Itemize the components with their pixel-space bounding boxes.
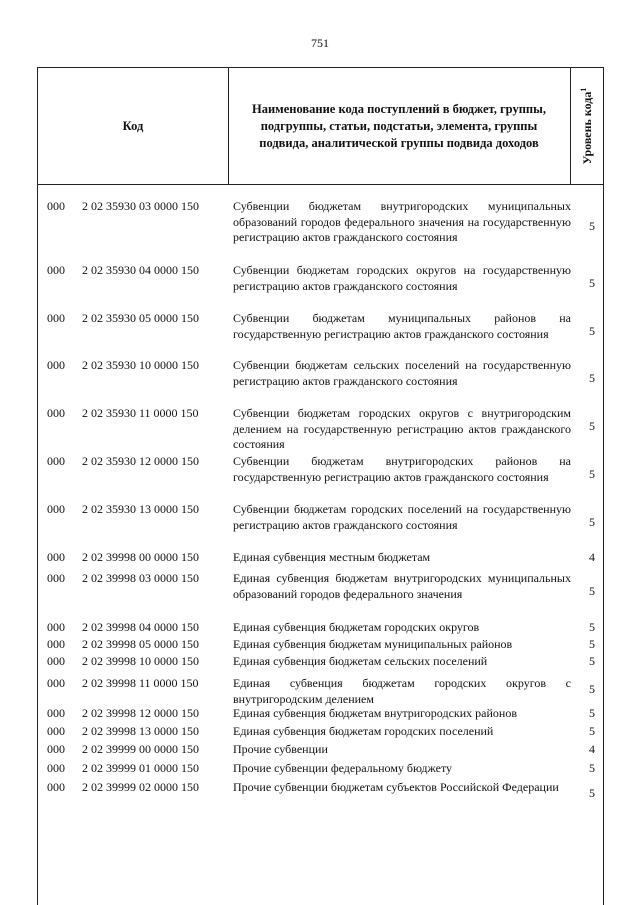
row-budget-code: 2 02 39998 11 0000 150 [82,676,199,690]
row-budget-code: 2 02 35930 05 0000 150 [82,311,199,325]
row-admin-code: 000 [47,706,65,720]
row-name: Прочие субвенции [233,742,328,756]
row-budget-code: 2 02 39999 00 0000 150 [82,742,199,756]
row-level: 5 [589,654,595,668]
row-budget-code: 2 02 39998 10 0000 150 [82,654,199,668]
row-level: 5 [589,419,595,433]
row-budget-code: 2 02 39998 03 0000 150 [82,571,199,585]
row-admin-code: 000 [47,406,65,420]
row-budget-code: 2 02 35930 11 0000 150 [82,406,199,420]
row-admin-code: 000 [47,761,65,775]
row-name: Единая субвенция бюджетам городских округов с внутригородским делением [233,676,571,706]
row-admin-code: 000 [47,571,65,585]
row-budget-code: 2 02 35930 13 0000 150 [82,502,199,516]
row-budget-code: 2 02 39998 00 0000 150 [82,550,199,564]
row-budget-code: 2 02 39999 01 0000 150 [82,761,199,775]
row-name: Единая субвенция бюджетам сельских поселений [233,654,488,668]
row-name: Субвенции бюджетам городских округов с внутригородским делением на государственную регистрацию актов гражданского состояния [233,406,571,451]
row-budget-code: 2 02 35930 03 0000 150 [82,199,199,213]
row-level: 4 [589,550,595,564]
header-code: Код [38,68,229,184]
row-admin-code: 000 [47,502,65,516]
row-name: Субвенции бюджетам городских округов на государственную регистрацию актов гражданского состояния [233,263,571,293]
row-admin-code: 000 [47,311,65,325]
row-name: Единая субвенция бюджетам муниципальных районов [233,637,513,651]
row-budget-code: 2 02 35930 12 0000 150 [82,454,199,468]
row-name: Субвенции бюджетам сельских поселений на государственную регистрацию актов гражданского состояния [233,358,571,388]
row-admin-code: 000 [47,676,65,690]
row-budget-code: 2 02 39998 13 0000 150 [82,724,199,738]
header-level-footnote: 1 [579,87,588,92]
row-level: 5 [589,324,595,338]
row-level: 5 [589,584,595,598]
row-admin-code: 000 [47,358,65,372]
row-budget-code: 2 02 39999 02 0000 150 [82,780,199,794]
row-level: 5 [589,467,595,481]
row-budget-code: 2 02 35930 04 0000 150 [82,263,199,277]
row-level: 5 [589,724,595,738]
row-budget-code: 2 02 35930 10 0000 150 [82,358,199,372]
row-level: 5 [589,371,595,385]
row-name: Единая субвенция местным бюджетам [233,550,431,564]
row-level: 5 [589,706,595,720]
row-admin-code: 000 [47,550,65,564]
row-name: Субвенции бюджетам внутригородских районов на государственную регистрацию актов гражданского состояния [233,454,571,484]
header-level-label: Уровень кода [580,91,594,165]
row-name: Единая субвенция бюджетам внутригородских районов [233,706,517,720]
row-name: Субвенции бюджетам муниципальных районов на государственную регистрацию актов гражданского состояния [233,311,571,341]
row-level: 5 [589,786,595,800]
row-admin-code: 000 [47,620,65,634]
row-budget-code: 2 02 39998 05 0000 150 [82,637,199,651]
row-admin-code: 000 [47,654,65,668]
row-level: 5 [589,515,595,529]
row-name: Субвенции бюджетам городских поселений на государственную регистрацию актов гражданского состояния [233,502,571,532]
row-admin-code: 000 [47,199,65,213]
row-level: 4 [589,742,595,756]
row-name: Единая субвенция бюджетам городских округов [233,620,480,634]
row-level: 5 [589,276,595,290]
row-admin-code: 000 [47,263,65,277]
row-level: 5 [589,620,595,634]
row-budget-code: 2 02 39998 12 0000 150 [82,706,199,720]
row-level: 5 [589,682,595,696]
row-name: Единая субвенция бюджетам городских поселений [233,724,494,738]
row-name: Субвенции бюджетам внутригородских муниципальных образований городов федерального значения на государственную регистрацию актов гражданского состояния [233,199,571,244]
header-name: Наименование кода поступлений в бюджет, группы, подгруппы, статьи, подстатьи, элемента, группы подвида, аналитической группы подвида доходов [228,68,571,184]
row-admin-code: 000 [47,724,65,738]
row-level: 5 [589,219,595,233]
page-number: 751 [311,36,329,50]
row-level: 5 [589,637,595,651]
row-admin-code: 000 [47,637,65,651]
row-name: Прочие субвенции бюджетам субъектов Российской Федерации [233,780,559,794]
row-admin-code: 000 [47,780,65,794]
row-name: Единая субвенция бюджетам внутригородских муниципальных образований городов федерального значения [233,571,571,601]
row-name: Прочие субвенции федеральному бюджету [233,761,453,775]
row-level: 5 [589,761,595,775]
row-admin-code: 000 [47,454,65,468]
row-admin-code: 000 [47,742,65,756]
row-budget-code: 2 02 39998 04 0000 150 [82,620,199,634]
